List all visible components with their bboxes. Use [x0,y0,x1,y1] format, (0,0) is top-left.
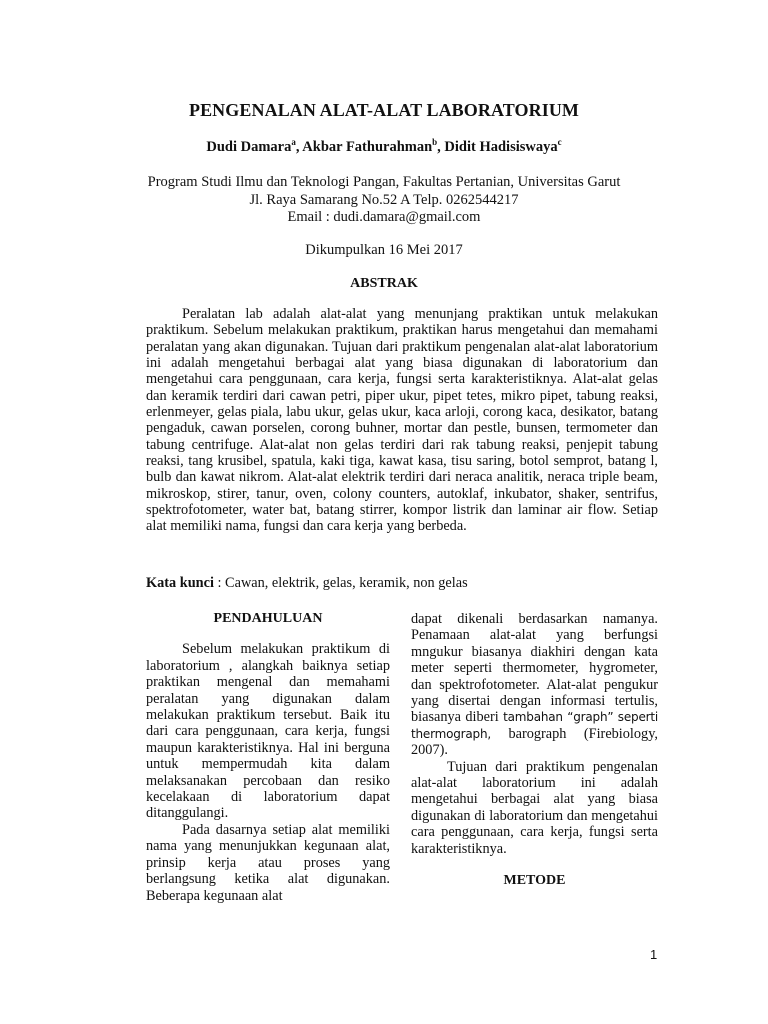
intro-paragraph-3: Tujuan dari praktikum pengenalan alat-alat laboratorium ini adalah mengetahui berbagai alat yang biasa digunakan di laboratorium dan mengetahui cara penggunaan, cara kerja, fungsi serta karakteristiknya. [411,758,658,857]
author-separator: , [437,139,445,155]
abstract-heading: ABSTRAK [350,276,418,291]
author-list [0,139,768,156]
continued-text: dapat dikenali berdasarkan namanya. Penamaan alat-alat yang berfungsi mngukur biasanya diakhiri dengan kata meter seperti thermometer, hygrometer, dan spektrofotometer. Alat-alat pengukur yang disertai dengan informasi tertulis, biasanya diberi [411,611,658,726]
intro-paragraph-2: Pada dasarnya setiap alat memiliki nama yang menunjukkan kegunaan alat, prinsip kerja atau proses yang berlangsung ketika alat digunakan. Beberapa kegunaan alat [146,821,390,904]
page-number: 1 [650,947,658,962]
affiliation-institution: Program Studi Ilmu dan Teknologi Pangan, Fakultas Pertanian, Universitas Garut [147,174,621,190]
keywords-label: Kata kunci [146,575,214,591]
intro-heading: PENDAHULUAN [213,611,323,626]
author-name: Akbar Fathurahman [302,139,433,155]
author-name: Didit Hadisiswaya [444,139,558,155]
author-name: Dudi Damara [206,139,292,155]
author-separator: , [295,139,303,155]
author-affiliation-mark: c [557,137,562,148]
continued-text-alt-font: tambahan “graph” seperti thermograph, [411,710,659,741]
author-affiliation-mark: b [432,137,438,148]
right-column [411,611,658,890]
intro-paragraph-2-continued [411,611,658,759]
affiliation-block [0,174,768,227]
methods-heading: METODE [503,873,566,889]
continued-text-end: barograph (Firebiology, 2007). [411,725,658,759]
paper-title: PENGENALAN ALAT-ALAT LABORATORIUM [188,100,580,120]
submission-date: Dikumpulkan 16 Mei 2017 [305,242,463,258]
intro-paragraph-1: Sebelum melakukan praktikum di laboratorium , alangkah baiknya setiap praktikan mengenal dan memahami peralatan yang digunakan dalam melakukan praktikum tersebut. Baik itu dari cara penggunaan, cara kerja, fungsi maupun karakteristiknya. Hal ini berguna untuk mempermudah kita dalam melaksanakan percobaan dan resiko kecelakaan di laboratorium dapat ditanggulangi. [146,641,390,822]
keywords-line [146,575,666,592]
affiliation-email: Email : dudi.damara@gmail.com [287,209,481,225]
author-affiliation-mark: a [291,137,296,148]
left-column [146,611,390,904]
keywords-text: : Cawan, elektrik, gelas, keramik, non gelas [213,575,468,591]
abstract-text: Peralatan lab adalah alat-alat yang menunjang praktikan untuk melakukan praktikum. Sebelum melakukan praktikum, praktikan harus mengetahui dan memahami peralatan yang akan digunakan. Tujuan dari praktikum pengenalan alat-alat laboratorium ini adalah mengetahui berbagai alat yang biasa digunakan di laboratorium dan mengetahui cara penggunaan, cara kerja, fungsi serta karakteristiknya. Alat-alat gelas dan keramik terdiri dari cawan petri, piper ukur, pipet tetes, mikro pipet, tabung reaksi, erlenmeyer, gelas piala, labu ukur, gelas ukur, kaca arloji, corong kaca, desikator, batang pengaduk, cawan porselen, corong buhner, mortar dan pestle, bunsen, termometer dan tabung centrifuge. Alat-alat non gelas terdiri dari rak tabung reaksi, penjepit tabung reaksi, tang krusibel, spatula, kaki tiga, kawat kasa, tisu saring, botol semprot, batang l, bulb dan kawat nikrom. Alat-alat elektrik terdiri dari neraca analitik, neraca triple beam, mikroskop, stirer, tanur, oven, colony counters, autoklaf, inkubator, shaker, sentrifus, spektrofotometer, water bat, batang stirrer, kompor listrik dan laminar air flow. Setiap alat memiliki nama, fungsi dan cara kerja yang berbeda. [146,306,658,535]
affiliation-address: Jl. Raya Samarang No.52 A Telp. 0262544217 [249,191,519,208]
